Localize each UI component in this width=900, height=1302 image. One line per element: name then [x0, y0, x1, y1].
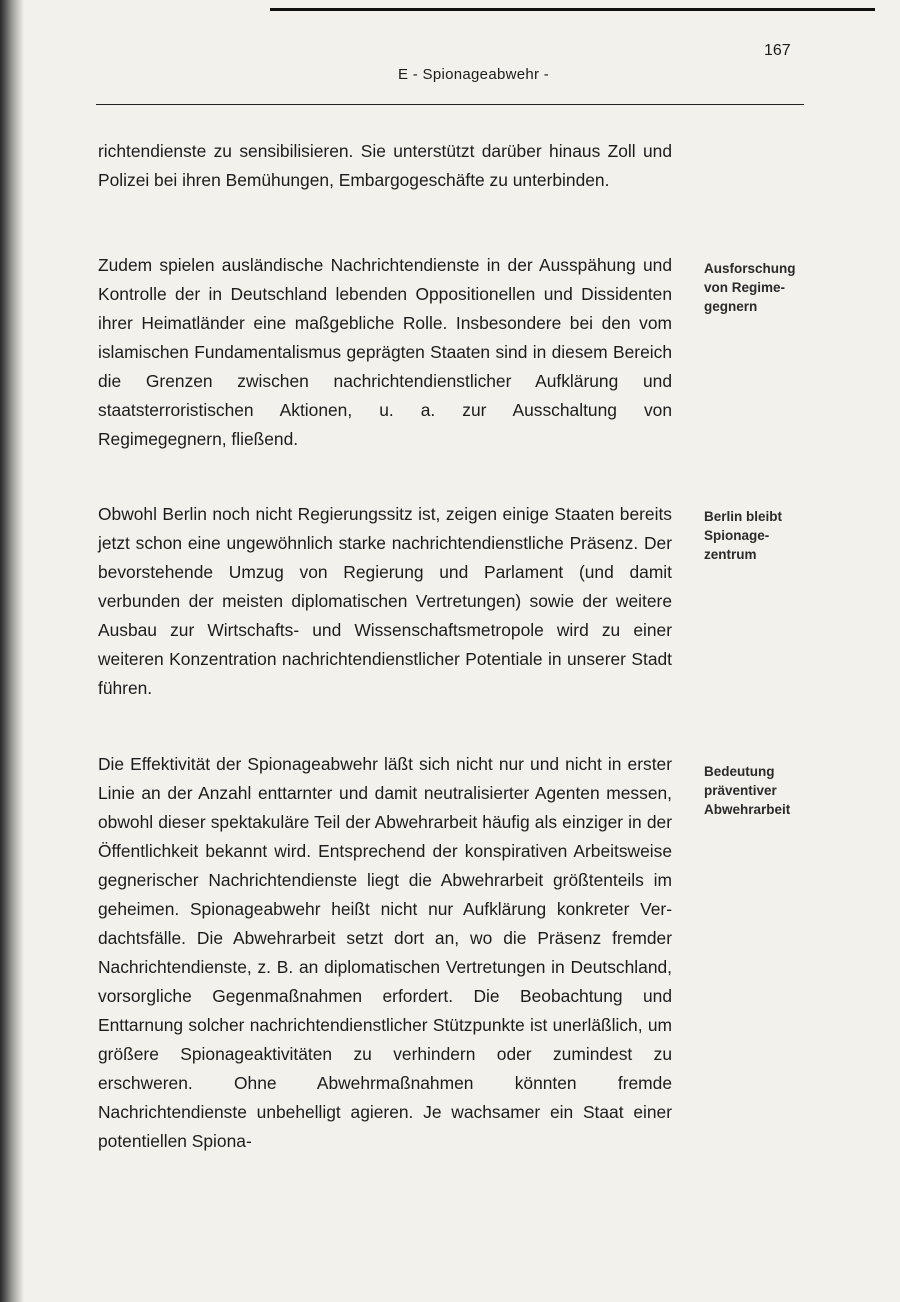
margin-note-bedeutung: Bedeutung präventiver Abwehrarbeit — [704, 764, 791, 817]
header-rule — [96, 104, 804, 105]
top-edge-rule — [270, 8, 875, 11]
paragraph-2: Zudem spielen ausländische Nachrichtendienste in der Ausspähung und Kontrolle der in Deutschland lebenden Oppositionellen und Dissidenten ihrer Heimatländer eine maßgebliche Rolle. Insbesondere bei den vom islamischen Fundamentalismus geprägten Staaten sind in diesem Bereich die Grenzen zwischen nachrichtendienstlicher Aufklärung und staatsterroristischen Aktionen, u. a. zur Ausschaltung von Regimegegnern, fließend. — [98, 255, 672, 449]
running-header: E - Spionageabwehr - — [398, 66, 550, 83]
page-number: 167 — [764, 42, 791, 59]
margin-note-berlin: Berlin bleibt Spionage- zentrum — [704, 509, 783, 562]
paragraph-1: richtendienste zu sensibilisieren. Sie unterstützt darüber hinaus Zoll und Polizei bei ihren Bemühungen, Embargogeschäfte zu unterbinden. — [98, 141, 672, 190]
paragraph-4: Die Effektivität der Spionageabwehr läßt sich nicht nur und nicht in erster Linie an der Anzahl enttarnter und damit neutralisierter Agenten messen, obwohl dieser spektakuläre Teil der Abwehrarbeit häufig als einziger in der Öffentlichkeit bekannt wird. Entsprechend der konspirativen Arbeitsweise gegnerischer Nachrichtendienste liegt die Abwehrarbeit größtenteils im geheimen. Spionageabwehr heißt nicht nur Aufklärung konkreter Verdachtsfälle. Die Abwehrarbeit setzt dort an, wo die Präsenz fremder Nachrichtendienste, z. B. an diplomatischen Vertretungen in Deutschland, vorsorgliche Gegenmaßnahmen erfordert. Die Beobachtung und Enttarnung solcher nachrichtendienstlicher Stützpunkte ist unerläßlich, um größere Spionageaktivitäten zu verhindern oder zumindest zu erschweren. Ohne Abwehrmaßnahmen könnten fremde Nachrichtendienste unbehelligt agieren. Je wachsamer ein Staat einer potentiellen Spiona- — [98, 754, 672, 1151]
margin-note-ausforschung: Ausforschung von Regime- gegnern — [704, 261, 796, 314]
paragraph-3: Obwohl Berlin noch nicht Regierungssitz ist, zeigen einige Staaten bereits jetzt schon eine ungewöhnlich starke nachrichtendienstliche Präsenz. Der bevorstehende Umzug von Regierung und Parlament (und damit verbunden der meisten diplomatischen Vertretungen) sowie der weitere Ausbau zur Wirtschafts- und Wissenschaftsmetropole wird zu einer weiteren Konzentration nachrichtendienstlicher Potentiale in unserer Stadt führen. — [98, 504, 672, 698]
book-binding-shadow — [0, 0, 24, 1302]
